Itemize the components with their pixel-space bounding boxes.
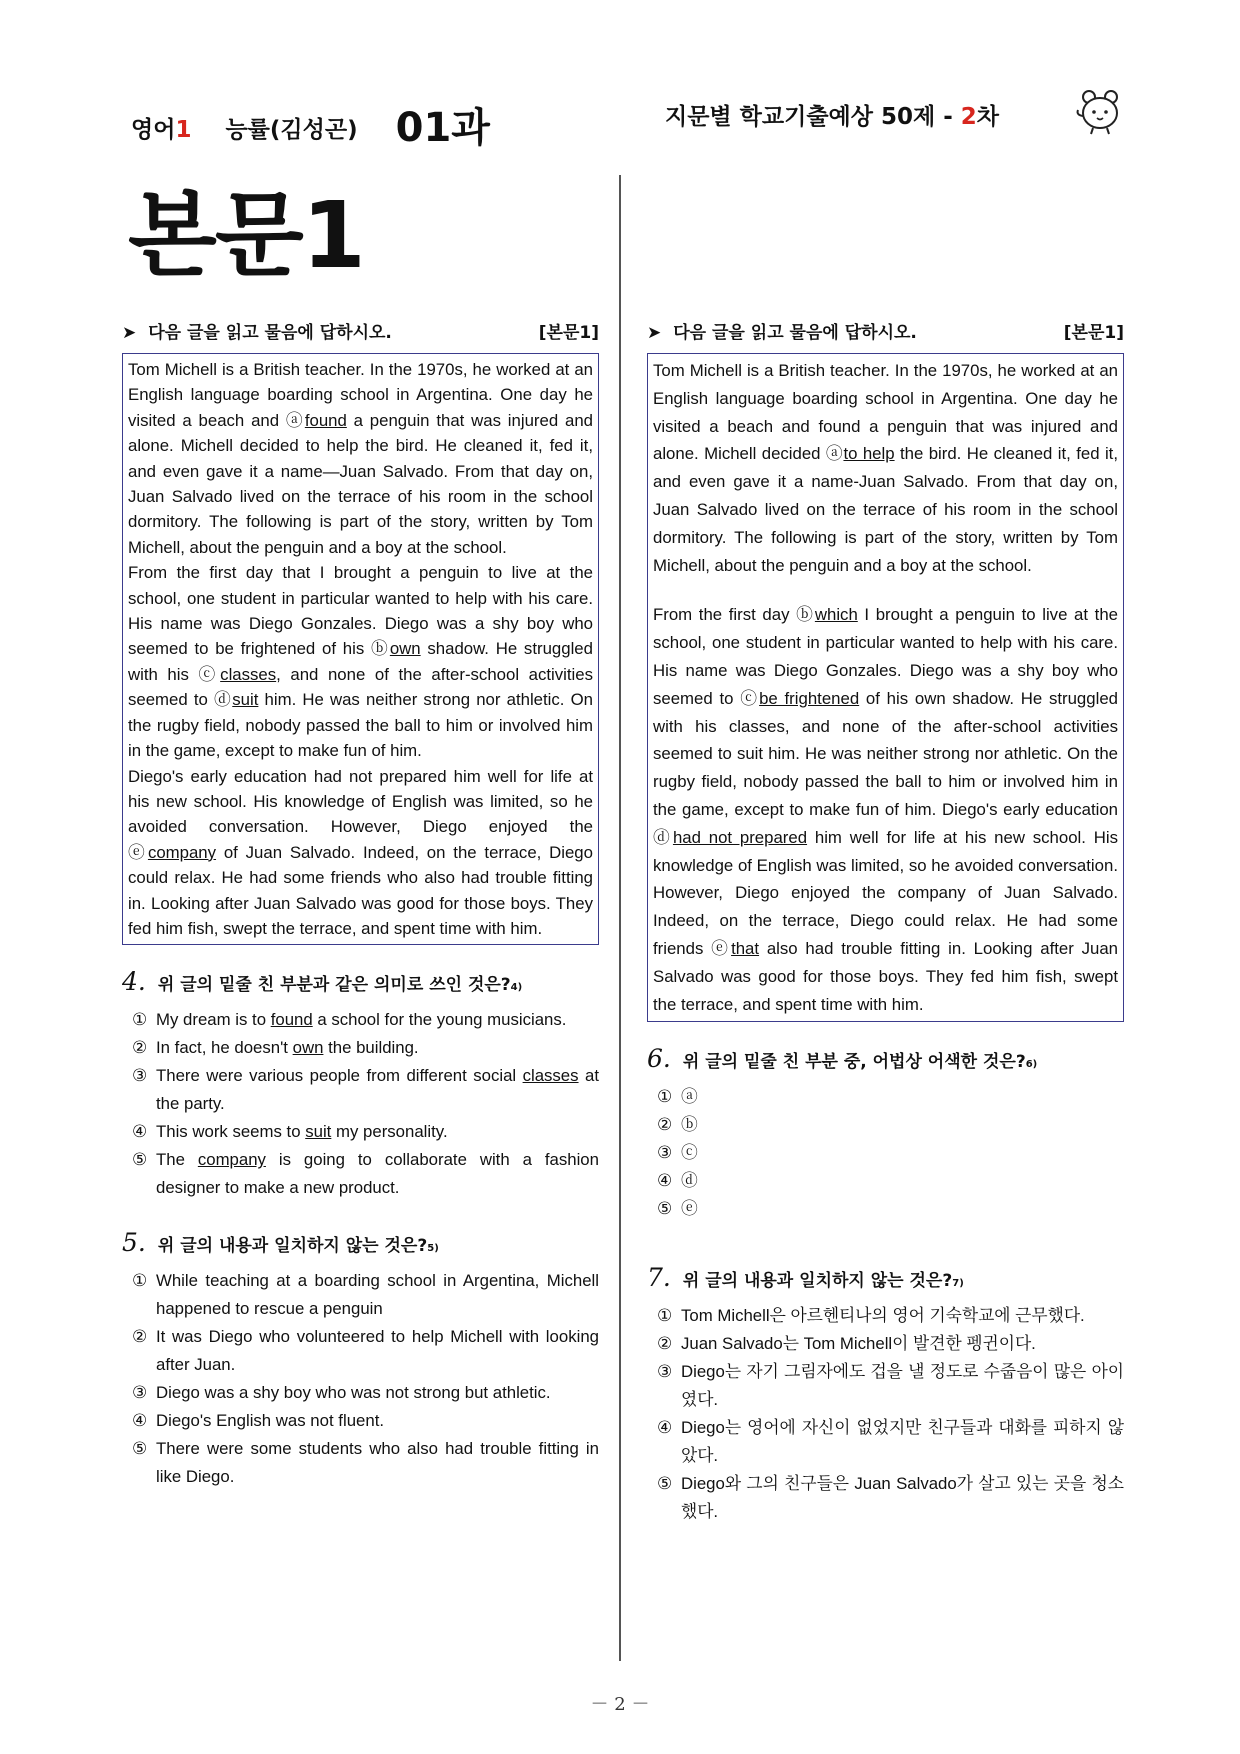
answer-option[interactable] xyxy=(132,1146,599,1202)
underlined-word: company xyxy=(147,842,217,862)
answer-option[interactable] xyxy=(657,1414,1124,1470)
passage-text: Tom Michell is a British teacher. In the 1970s, he worked at an English language boarding school in Argentina. One day he visited a beach and xyxy=(128,360,593,430)
underlined-word: found xyxy=(270,1010,313,1030)
question-text: 위 글의 밑줄 친 부분과 같은 의미로 쓰인 것은? xyxy=(157,975,511,996)
passage-paragraph xyxy=(653,601,1118,1018)
option-number: ① xyxy=(657,1306,673,1326)
answer-option[interactable] xyxy=(132,1323,599,1379)
question-6 xyxy=(647,1044,1124,1223)
underlined-word: be frightened xyxy=(759,688,860,708)
passage-text: I brought a penguin to live at the school, one student in particular wanted to help with his care. His name was Diego Gonzales. Diego was a shy boy who seemed to xyxy=(653,605,1118,708)
option-text: My dream is to xyxy=(156,1010,271,1030)
question-4 xyxy=(122,967,599,1202)
reading-passage xyxy=(647,353,1124,1022)
page-number: － 2 － xyxy=(590,1694,650,1715)
option-text: There were various people from different social xyxy=(156,1066,523,1086)
answer-option[interactable] xyxy=(132,1407,599,1435)
answer-option[interactable] xyxy=(132,1006,599,1034)
right-column xyxy=(647,318,1124,1526)
left-column xyxy=(122,318,599,1491)
answer-option[interactable] xyxy=(657,1167,1124,1195)
passage-text: From the first day xyxy=(653,605,797,625)
option-text: Juan Salvado는 Tom Michell이 발견한 펭귄이다. xyxy=(681,1334,1036,1354)
option-number: ② xyxy=(657,1115,673,1135)
option-text: Diego는 자기 그림자에도 겁을 낼 정도로 수줍음이 많은 아이였다. xyxy=(681,1362,1124,1410)
footnote-ref: 6) xyxy=(1025,1059,1038,1071)
passage-text: From the first day that I brought a penguin to live at the school, one student in particular wanted to help with his care. His name was Diego Gonzales. Diego was a shy boy who seemed to be frightened of his xyxy=(128,563,593,659)
option-number: ② xyxy=(132,1038,148,1058)
arrow-icon: ➤ xyxy=(647,323,662,343)
instruction-row xyxy=(122,318,599,343)
passage-text: Tom Michell is a British teacher. In the 1970s, he worked at an English language boarding school in Argentina. One day he visited a beach and found a penguin that was injured and alone. Michell decided xyxy=(653,361,1118,464)
underlined-word: classes xyxy=(220,664,277,684)
passage-text: of Juan Salvado. Indeed, on the terrace, Diego could relax. He had some friends who also had trouble fitting in. Looking after Juan Salvado was good for those boys. They fed him fish, swept the terrace, and spent time with him. xyxy=(128,842,593,938)
answer-option[interactable] xyxy=(657,1083,1124,1111)
blank-marker: ⓐ xyxy=(285,410,305,430)
passage-paragraph xyxy=(128,764,593,942)
blank-marker: ⓓ xyxy=(653,827,673,847)
round-suffix: 차 xyxy=(976,104,999,130)
passage-text: him well for life at his new school. His knowledge of English was limited, so he avoided conversation. However, Diego enjoyed the company of Juan Salvado. Indeed, on the terrace, Diego could relax. He had some friends xyxy=(653,827,1118,958)
question-5 xyxy=(122,1228,599,1491)
option-text: ⓐ xyxy=(681,1087,698,1107)
option-text: at the party. xyxy=(156,1066,599,1114)
question-number: 4. xyxy=(122,967,146,997)
answer-options xyxy=(122,1267,599,1491)
blank-marker: ⓔ xyxy=(711,938,732,958)
passage-text: , and none of the after-school activities seemed to xyxy=(128,664,593,710)
option-number: ④ xyxy=(657,1171,673,1191)
underlined-word: company xyxy=(197,1150,266,1170)
answer-options xyxy=(122,1006,599,1202)
passage-text: of his own shadow. He struggled with his classes, and none of the after-school activities seemed to suit him. He was neither strong nor athletic. On the rugby field, nobody passed the ball to him or involved him in the game, except to make fun of him. Diego's early education xyxy=(653,688,1118,819)
option-number: ② xyxy=(657,1334,673,1354)
series-title: 지문별 학교기출예상 50제 - xyxy=(665,104,961,130)
answer-option[interactable] xyxy=(132,1118,599,1146)
option-number: ③ xyxy=(132,1383,148,1403)
option-text: Diego와 그의 친구들은 Juan Salvado가 살고 있는 곳을 청소했다. xyxy=(681,1474,1124,1522)
passage-text: also had trouble fitting in. Looking after Juan Salvado was good for those boys. They fed him fish, swept the terrace, and spent time with him. xyxy=(653,938,1118,1014)
section-title: 본문1 xyxy=(128,182,364,289)
source-tag: [본문1] xyxy=(1063,323,1124,343)
option-number: ① xyxy=(132,1271,148,1291)
header-left xyxy=(131,92,490,149)
option-number: ⑤ xyxy=(657,1199,673,1219)
instruction-text: 다음 글을 읽고 물음에 답하시오. xyxy=(148,323,392,343)
answer-option[interactable] xyxy=(657,1330,1124,1358)
passage-paragraph xyxy=(128,357,593,560)
grade: 1 xyxy=(175,117,192,143)
option-number: ⑤ xyxy=(132,1439,148,1459)
underlined-word: suit xyxy=(232,690,259,710)
option-text: In fact, he doesn't xyxy=(156,1038,293,1058)
blank-marker: ⓒ xyxy=(740,688,760,708)
answer-option[interactable] xyxy=(657,1195,1124,1223)
answer-option[interactable] xyxy=(132,1034,599,1062)
passage-paragraph xyxy=(653,357,1118,579)
answer-options xyxy=(647,1302,1124,1526)
blank-marker: ⓑ xyxy=(370,639,390,659)
question-text: 위 글의 밑줄 친 부분 중, 어법상 어색한 것은? xyxy=(682,1052,1026,1073)
passage-paragraph xyxy=(128,560,593,763)
publisher: 능률(김성곤) xyxy=(225,117,358,143)
round-number: 2 xyxy=(960,104,977,130)
question-number: 5. xyxy=(122,1228,146,1258)
instruction-row xyxy=(647,318,1124,343)
option-text: ⓒ xyxy=(681,1143,698,1163)
question-7 xyxy=(647,1263,1124,1526)
option-text: It was Diego who volunteered to help Michell with looking after Juan. xyxy=(156,1327,599,1375)
footnote-ref: 4) xyxy=(510,982,523,994)
option-number: ④ xyxy=(132,1411,148,1431)
option-number: ④ xyxy=(657,1418,673,1438)
column-divider xyxy=(619,175,621,1661)
question-text: 위 글의 내용과 일치하지 않는 것은? xyxy=(157,1236,428,1257)
option-text: Diego was a shy boy who was not strong but athletic. xyxy=(156,1383,551,1403)
answer-option[interactable] xyxy=(132,1435,599,1491)
arrow-icon: ➤ xyxy=(122,323,137,343)
answer-option[interactable] xyxy=(657,1139,1124,1167)
option-text: is going to collaborate with a fashion designer to make a new product. xyxy=(156,1150,599,1198)
option-text: The xyxy=(156,1150,198,1170)
page-header xyxy=(0,92,1240,152)
option-text: ⓑ xyxy=(681,1115,698,1135)
option-text: There were some students who also had trouble fitting in like Diego. xyxy=(156,1439,599,1487)
answer-option[interactable] xyxy=(657,1302,1124,1330)
answer-option[interactable] xyxy=(132,1062,599,1118)
passage-text: the bird. He cleaned it, fed it, and even gave it a name-Juan Salvado. From that day on, Juan Salvado lived on the terrace of his room in the school dormitory. The following is part of the story, written by Tom Michell, about the penguin and a boy at the school. xyxy=(653,444,1118,575)
passage-text: shadow. He struggled with his xyxy=(128,639,593,684)
underlined-word: found xyxy=(304,410,347,430)
option-number: ⑤ xyxy=(657,1474,673,1494)
option-text: a school for the young musicians. xyxy=(312,1010,567,1030)
option-number: ⑤ xyxy=(132,1150,148,1170)
blank-marker: ⓒ xyxy=(198,664,221,684)
instruction-text: 다음 글을 읽고 물음에 답하시오. xyxy=(673,323,917,343)
question-text: 위 글의 내용과 일치하지 않는 것은? xyxy=(682,1271,953,1292)
footnote-ref: 7) xyxy=(952,1278,964,1290)
answer-option[interactable] xyxy=(132,1267,599,1323)
underlined-word: had not prepared xyxy=(672,827,808,847)
paragraph-gap xyxy=(653,579,1118,601)
underlined-word: own xyxy=(292,1038,324,1058)
option-number: ③ xyxy=(657,1143,673,1163)
underlined-word: to help xyxy=(843,444,895,464)
option-text: Diego는 영어에 자신이 없었지만 친구들과 대화를 피하지 않았다. xyxy=(681,1418,1124,1466)
answer-option[interactable] xyxy=(657,1470,1124,1526)
header-right xyxy=(665,98,999,131)
option-text: my personality. xyxy=(331,1122,448,1142)
option-number: ① xyxy=(657,1087,673,1107)
passage-text: him. He was neither strong nor athletic. On the rugby field, nobody passed the ball to him or involved him in the game, except to make fun of him. xyxy=(128,690,593,761)
question-number: 6. xyxy=(647,1044,671,1074)
question-number: 7. xyxy=(647,1263,671,1293)
subject: 영어 xyxy=(131,117,176,143)
option-number: ③ xyxy=(657,1362,673,1382)
option-text: ⓓ xyxy=(681,1171,698,1191)
underlined-word: own xyxy=(389,639,421,659)
option-text: ⓔ xyxy=(681,1199,698,1219)
source-tag: [본문1] xyxy=(538,323,599,343)
option-text: Tom Michell은 아르헨티나의 영어 기숙학교에 근무했다. xyxy=(681,1306,1085,1326)
passage-text: a penguin that was injured and alone. Michell decided to help the bird. He cleaned it, fed it, and even gave it a name—Juan Salvado. From that day on, Juan Salvado lived on the terrace of his room in the school dormitory. The following is part of the story, written by Tom Michell, about the penguin and a boy at the school. xyxy=(128,410,593,557)
option-number: ④ xyxy=(132,1122,148,1142)
blank-marker: ⓔ xyxy=(128,842,148,862)
lesson-title: 01과 xyxy=(395,105,490,151)
footnote-ref: 5) xyxy=(427,1243,439,1255)
underlined-word: classes xyxy=(522,1066,579,1086)
option-text: While teaching at a boarding school in Argentina, Michell happened to rescue a penguin xyxy=(156,1271,599,1319)
option-text: Diego's English was not fluent. xyxy=(156,1411,385,1431)
answer-option[interactable] xyxy=(657,1358,1124,1414)
reading-passage xyxy=(122,353,599,945)
passage-text: Diego's early education had not prepared him well for life at his new school. His knowledge of English was limited, so he avoided conversation. However, Diego enjoyed the xyxy=(128,766,593,837)
underlined-word: that xyxy=(731,938,760,958)
option-number: ① xyxy=(132,1010,148,1030)
option-text: This work seems to xyxy=(156,1122,306,1142)
option-text: the building. xyxy=(323,1038,419,1058)
underlined-word: which xyxy=(814,605,858,625)
answer-options xyxy=(647,1083,1124,1223)
option-number: ② xyxy=(132,1327,148,1347)
answer-option[interactable] xyxy=(132,1379,599,1407)
answer-option[interactable] xyxy=(657,1111,1124,1139)
underlined-word: suit xyxy=(305,1122,332,1142)
blank-marker: ⓓ xyxy=(214,690,233,710)
bear-mascot-icon xyxy=(1075,88,1125,136)
blank-marker: ⓐ xyxy=(825,444,844,464)
blank-marker: ⓑ xyxy=(796,605,815,625)
option-number: ③ xyxy=(132,1066,148,1086)
